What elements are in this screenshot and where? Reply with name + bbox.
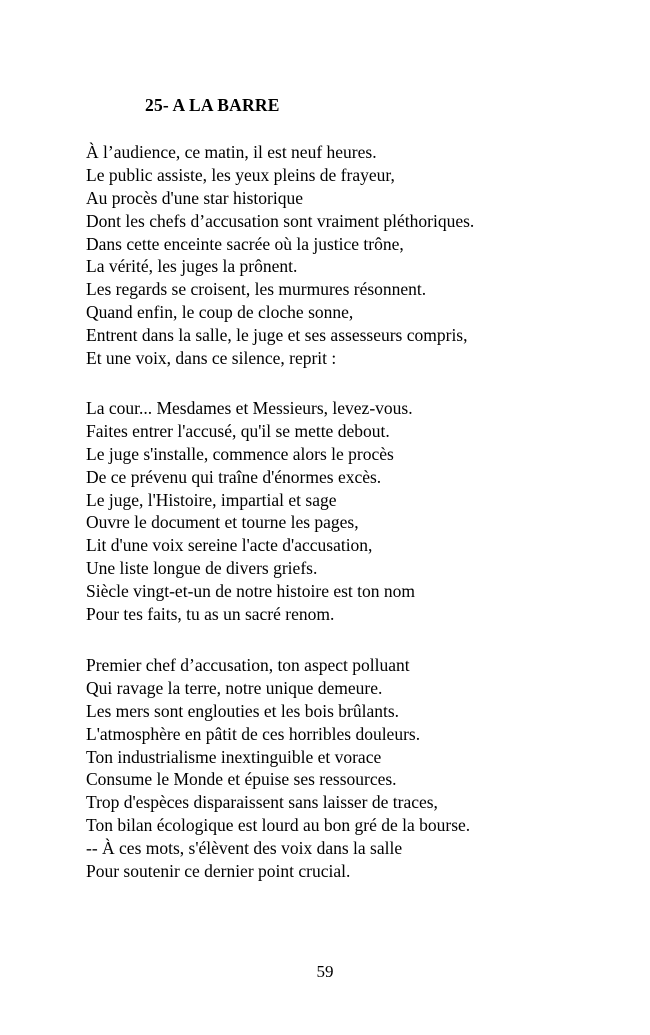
poem-line: Consume le Monde et épuise ses ressources. bbox=[86, 769, 397, 790]
poem-line: Pour tes faits, tu as un sacré renom. bbox=[86, 604, 335, 625]
poem-line: Premier chef d’accusation, ton aspect polluant bbox=[86, 655, 410, 675]
poem-line: Dans cette enceinte sacrée où la justice trône, bbox=[86, 233, 404, 254]
poem-line: Pour soutenir ce dernier point crucial. bbox=[86, 861, 351, 882]
poem-line: Trop d'espèces disparaissent sans laisser de traces, bbox=[86, 792, 438, 813]
poem-line: Ton bilan écologique est lourd au bon gré de la bourse. bbox=[86, 815, 471, 836]
poem-line: Le juge, l'Histoire, impartial et sage bbox=[86, 489, 337, 510]
poem-line: À l’audience, ce matin, il est neuf heures. bbox=[86, 142, 377, 162]
poem-title: 25- A LA BARRE bbox=[145, 95, 280, 115]
poem-line: L'atmosphère en pâtit de ces horribles douleurs. bbox=[86, 723, 421, 744]
stanza-3 bbox=[86, 654, 470, 883]
stanza-2 bbox=[86, 397, 415, 626]
poem-line: Siècle vingt-et-un de notre histoire est ton nom bbox=[86, 581, 416, 602]
poem-line: De ce prévenu qui traîne d'énormes excès. bbox=[86, 466, 382, 487]
poem-line: Faites entrer l'accusé, qu'il se mette debout. bbox=[86, 420, 390, 441]
poem-line: Une liste longue de divers griefs. bbox=[86, 558, 318, 579]
poem-line: Lit d'une voix sereine l'acte d'accusation, bbox=[86, 535, 373, 556]
poem-line: Le juge s'installe, commence alors le procès bbox=[86, 443, 394, 464]
poem-line: Entrent dans la salle, le juge et ses assesseurs compris, bbox=[86, 325, 468, 346]
poem-line: Qui ravage la terre, notre unique demeure. bbox=[86, 677, 383, 698]
stanza-1 bbox=[86, 141, 474, 370]
poem-line: Et une voix, dans ce silence, reprit : bbox=[86, 348, 337, 369]
poem-line: La cour... Mesdames et Messieurs, levez-vous. bbox=[86, 398, 413, 418]
poem-line: Au procès d'une star historique bbox=[86, 187, 303, 208]
poem-line: -- À ces mots, s'élèvent des voix dans la salle bbox=[86, 838, 403, 859]
poem-line: Les mers sont englouties et les bois brûlants. bbox=[86, 700, 400, 721]
poem-line: Ouvre le document et tourne les pages, bbox=[86, 512, 359, 533]
page-number: 59 bbox=[316, 962, 334, 981]
poem-line: Quand enfin, le coup de cloche sonne, bbox=[86, 302, 354, 323]
poem-line: Le public assiste, les yeux pleins de frayeur, bbox=[86, 164, 395, 185]
poem-line: Dont les chefs d’accusation sont vraiment pléthoriques. bbox=[86, 210, 475, 231]
poem-line: Ton industrialisme inextinguible et vorace bbox=[86, 746, 382, 767]
poem-line: La vérité, les juges la prônent. bbox=[86, 256, 298, 277]
poem-line: Les regards se croisent, les murmures résonnent. bbox=[86, 279, 427, 300]
